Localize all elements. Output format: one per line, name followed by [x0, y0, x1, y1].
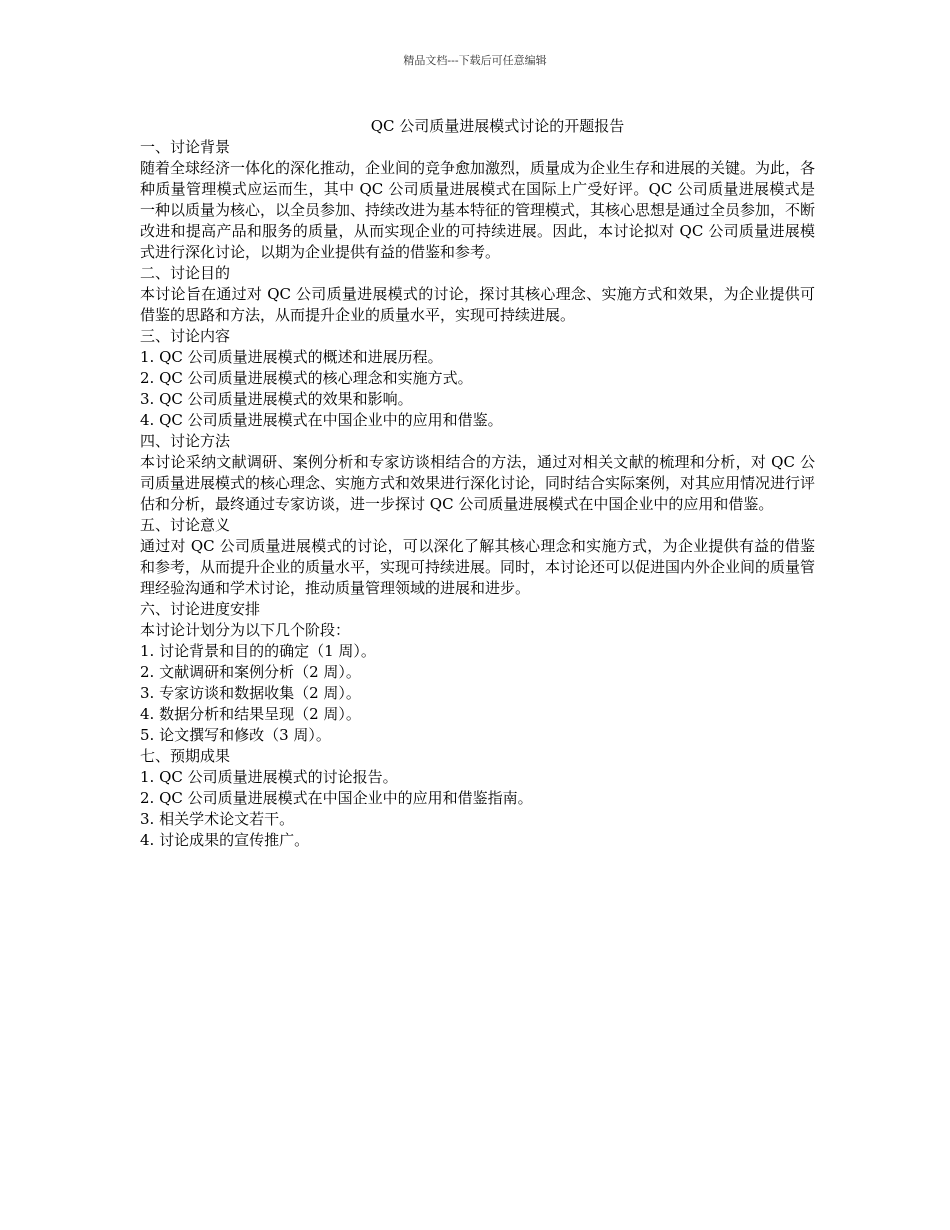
- section-heading: 一、讨论背景: [140, 138, 231, 156]
- section-heading: 三、讨论内容: [140, 327, 231, 345]
- list-item: 5. 论文撰写和修改（3 周）。: [140, 726, 331, 744]
- section-paragraph: 本讨论计划分为以下几个阶段：: [140, 621, 351, 639]
- section: [140, 263, 815, 326]
- list-item: 2. QC 公司质量进展模式的核心理念和实施方式。: [140, 369, 473, 387]
- list-item: 3. 专家访谈和数据收集（2 周）。: [140, 684, 361, 702]
- list-item: 4. QC 公司质量进展模式在中国企业中的应用和借鉴。: [140, 411, 503, 429]
- section: [140, 326, 815, 431]
- section: [140, 431, 815, 515]
- section: [140, 515, 815, 599]
- section-paragraph: 通过对 QC 公司质量进展模式的讨论，可以深化了解其核心理念和实施方式，为企业提供有益的借鉴和参考，从而提升企业的质量水平，实现可持续进展。同时，本讨论还可以促进国内外企业间的质量管理经验沟通和学术讨论，推动质量管理领域的进展和进步。: [140, 537, 816, 597]
- section-paragraph: 本讨论采纳文献调研、案例分析和专家访谈相结合的方法，通过对相关文献的梳理和分析，对 QC 公司质量进展模式的核心理念、实施方式和效果进行深化讨论，同时结合实际案例，对其应用情况进行评估和分析，最终通过专家访谈，进一步探讨 QC 公司质量进展模式在中国企业中的应用和借鉴。: [140, 453, 816, 513]
- section-heading: 二、讨论目的: [140, 264, 231, 282]
- document-title: QC 公司质量进展模式讨论的开题报告: [370, 117, 625, 135]
- list-item: 2. 文献调研和案例分析（2 周）。: [140, 663, 361, 681]
- list-item: 2. QC 公司质量进展模式在中国企业中的应用和借鉴指南。: [140, 789, 533, 807]
- list-item: 3. 相关学术论文若干。: [140, 810, 295, 828]
- section-paragraph: 随着全球经济一体化的深化推动，企业间的竞争愈加激烈，质量成为企业生存和进展的关键。为此，各种质量管理模式应运而生，其中 QC 公司质量进展模式在国际上广受好评。QC 公司质量进展模式是一种以质量为核心，以全员参加、持续改进为基本特征的管理模式，其核心思想是通过全员参加，不断改进和提高产品和服务的质量，从而实现企业的可持续进展。因此，本讨论拟对 QC 公司质量进展模式进行深化讨论，以期为企业提供有益的借鉴和参考。: [140, 159, 816, 261]
- section: [140, 599, 815, 746]
- list-item: 4. 讨论成果的宣传推广。: [140, 831, 310, 849]
- section: [140, 746, 815, 851]
- list-item: 1. QC 公司质量进展模式的概述和进展历程。: [140, 348, 443, 366]
- list-item: 1. 讨论背景和目的的确定（1 周）。: [140, 642, 376, 660]
- section-heading: 四、讨论方法: [140, 432, 231, 450]
- list-item: 3. QC 公司质量进展模式的效果和影响。: [140, 390, 413, 408]
- section-heading: 七、预期成果: [140, 747, 231, 765]
- sections-container: [140, 137, 815, 851]
- list-item: 1. QC 公司质量进展模式的讨论报告。: [140, 768, 398, 786]
- section: [140, 137, 815, 263]
- list-item: 4. 数据分析和结果呈现（2 周）。: [140, 705, 361, 723]
- document-body: [140, 116, 815, 851]
- section-paragraph: 本讨论旨在通过对 QC 公司质量进展模式的讨论，探讨其核心理念、实施方式和效果，为企业提供可借鉴的思路和方法，从而提升企业的质量水平，实现可持续进展。: [140, 285, 815, 324]
- section-heading: 五、讨论意义: [140, 516, 231, 534]
- section-heading: 六、讨论进度安排: [140, 600, 261, 618]
- header-note: 精品文档---下载后可任意编辑: [403, 54, 547, 67]
